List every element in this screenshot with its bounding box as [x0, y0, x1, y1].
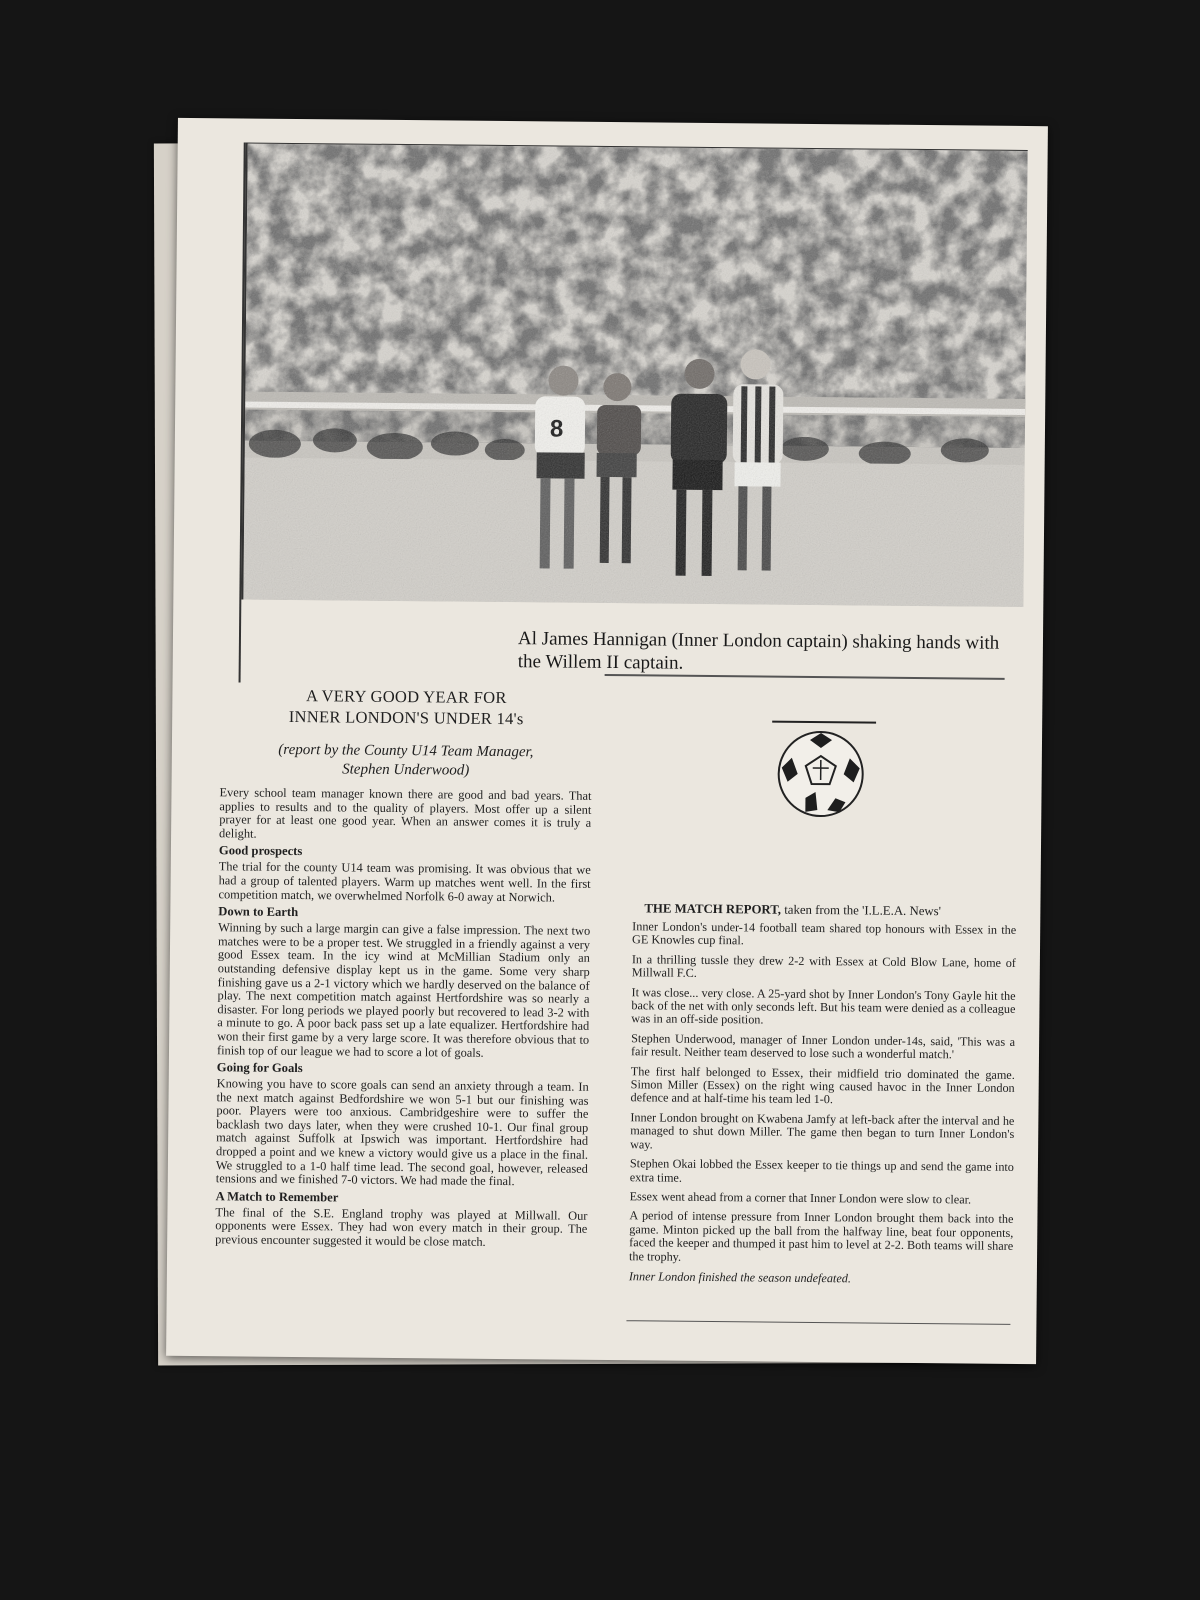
section-heading-good-prospects: Good prospects: [218, 843, 303, 859]
byline-line-2: Stephen Underwood): [342, 761, 470, 779]
article-intro: Every school team manager known there are good and bad years. That applies to results and to the quality of players. Most offer up a silent prayer for at least one good year. When an answer comes it is truly a delight.: [219, 785, 592, 841]
section-text-going-for-goals: Knowing you have to score goals can send an anxiety through a team. In the next match against Bedfordshire we won 5-1 but our finishing was poor. Players were too anxious. Cambridgeshire were to suffer the backlash two days later, when they were crushed 10-1. Our final group match against Suffolk at Ipswich was important. Hertfordshire had dropped a point and we knew a victory would give us a place in the final. We struggled to a 1-0 half time lead. The second goal, however, released tensions and we finished 7-0 victors. We had made the final.: [215, 1076, 589, 1189]
report-paragraph: Stephen Okai lobbed the Essex keeper to tie things up and send the game into extra time.: [629, 1156, 1014, 1185]
match-report-title-source: taken from the 'I.L.E.A. News': [780, 902, 942, 919]
headline-line-2: INNER LONDON'S UNDER 14's: [288, 706, 524, 729]
report-paragraph: Inner London's under-14 football team shared top honours with Essex in the GE Knowles cup final.: [632, 919, 1017, 948]
article-column: [215, 684, 592, 1250]
report-paragraph: Stephen Underwood, manager of Inner London under-14s, said, 'This was a fair result. Neither team deserved to lose such a wonderful match.': [630, 1031, 1016, 1062]
article-byline: [220, 740, 592, 782]
report-paragraph: In a thrilling tussle they drew 2-2 with Essex at Cold Blow Lane, home of Millwall F.C.: [631, 952, 1016, 981]
section-text-good-prospects: The trial for the county U14 team was promising. It was obvious that we had a group of talented players. Warm up matches went well. In the first competition match, we overwhelmed Norfolk 6-0 away at Norwich.: [218, 859, 591, 905]
report-footer: Inner London finished the season undefeated.: [628, 1269, 851, 1286]
headline-line-1: A VERY GOOD YEAR FOR: [305, 686, 507, 708]
report-paragraph: Inner London brought on Kwabena Jamfy at left-back after the interval and he managed to shut down Miller. The game then began to turn Inner London's way.: [630, 1110, 1015, 1152]
football-crest-icon: [765, 718, 876, 819]
section-heading-down-to-earth: Down to Earth: [218, 904, 299, 920]
section-text-down-to-earth: Winning by such a large margin can give a false impression. The next two matches were to be a proper test. We struggled in a friendly against a very good Essex team. In the icy wind at McMillian Stadium only an outstanding defensive display kept us in the game. Some very sharp finishing gave us a 2-1 victory which we hardly deserved on the balance of play. The next competition match against Hertfordshire was so nearly a disaster. For long periods we played poorly but recovered to lead 3-2 with a minute to go. A poor back pass set up a late equalizer. Hertfordshire had won their first game by a very large score. It was therefore obvious that to finish top of our league we had to score a lot of goals.: [216, 920, 591, 1060]
article-headline: [220, 684, 592, 730]
report-paragraph: A period of intense pressure from Inner London brought them back into the game. Minton picked up the ball from the halfway line, beat four opponents, faced the keeper and thumped it past him to level at 2-2. Both teams will share the trophy.: [628, 1208, 1014, 1264]
section-text-match-to-remember: The final of the S.E. England trophy was played at Millwall. Our opponents were Essex. They had won every match in their group. The previous encounter suggested it would be close match.: [215, 1205, 588, 1249]
photo-caption: Al James Hannigan (Inner London captain) shaking hands with the Willem II captain.: [517, 628, 1000, 674]
magazine-page: [166, 118, 1048, 1364]
report-paragraph: It was close... very close. A 25-yard shot by Inner London's Tony Gayle hit the back of the net with only seconds left. But his team were denied as a colleague was in an off-side position.: [631, 984, 1016, 1027]
match-report-column: [629, 900, 1017, 1287]
byline-line-1: (report by the County U14 Team Manager,: [278, 741, 534, 761]
match-photo: [241, 143, 1027, 607]
section-heading-match-to-remember: A Match to Remember: [215, 1189, 339, 1205]
bottom-divider: [626, 1320, 1010, 1325]
match-report-title-bold: THE MATCH REPORT,: [644, 901, 782, 917]
report-paragraph: Essex went ahead from a corner that Inner London were slow to clear.: [629, 1189, 972, 1207]
match-report-title: [644, 900, 1016, 920]
section-heading-going-for-goals: Going for Goals: [216, 1060, 303, 1076]
report-paragraph: The first half belonged to Essex, their midfield trio dominated the game. Simon Miller (Essex) on the right wing caused havoc in the Inner London defence and at half-time his team led 1-0.: [630, 1063, 1015, 1107]
